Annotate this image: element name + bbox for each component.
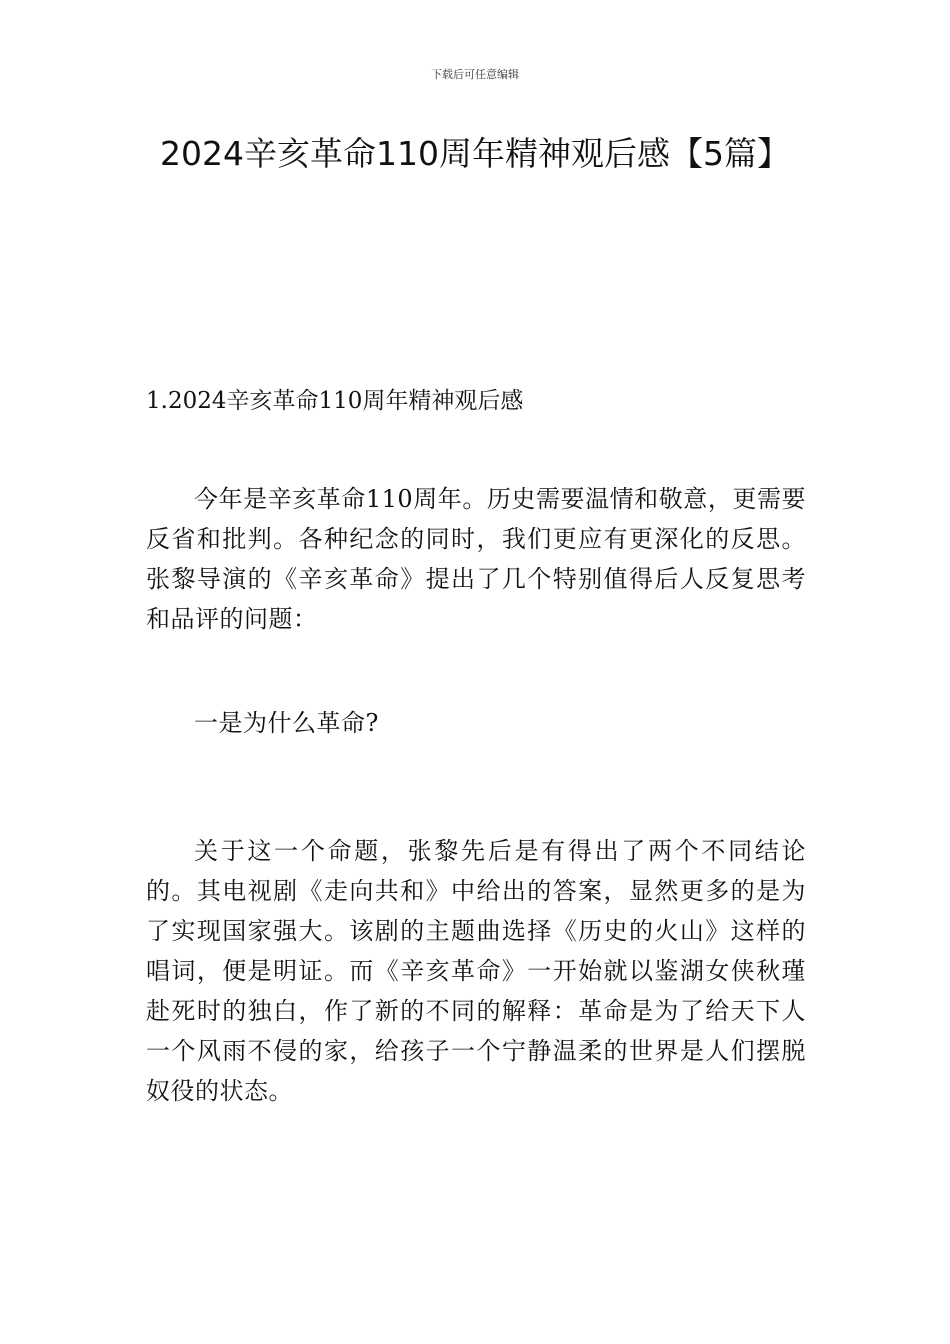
- paragraph-question: 一是为什么革命?: [194, 709, 379, 737]
- document-title: 2024辛亥革命110周年精神观后感【5篇】: [160, 134, 790, 173]
- header-note: 下载后可任意编辑: [431, 68, 519, 81]
- paragraph-intro: 今年是辛亥革命110周年。历史需要温情和敬意，更需要反省和批判。各种纪念的同时，我们更应有更深化的反思。张黎导演的《辛亥革命》提出了几个特别值得后人反复思考和品评的问题：: [146, 485, 806, 633]
- paragraph-answer: 关于这一个命题，张黎先后是有得出了两个不同结论的。其电视剧《走向共和》中给出的答案，显然更多的是为了实现国家强大。该剧的主题曲选择《历史的火山》这样的唱词，便是明证。而《辛亥革命》一开始就以鉴湖女侠秋瑾赴死时的独白，作了新的不同的解释：革命是为了给天下人一个风雨不侵的家，给孩子一个宁静温柔的世界是人们摆脱奴役的状态。: [146, 837, 806, 1105]
- section-heading: 1.2024辛亥革命110周年精神观后感: [146, 388, 524, 414]
